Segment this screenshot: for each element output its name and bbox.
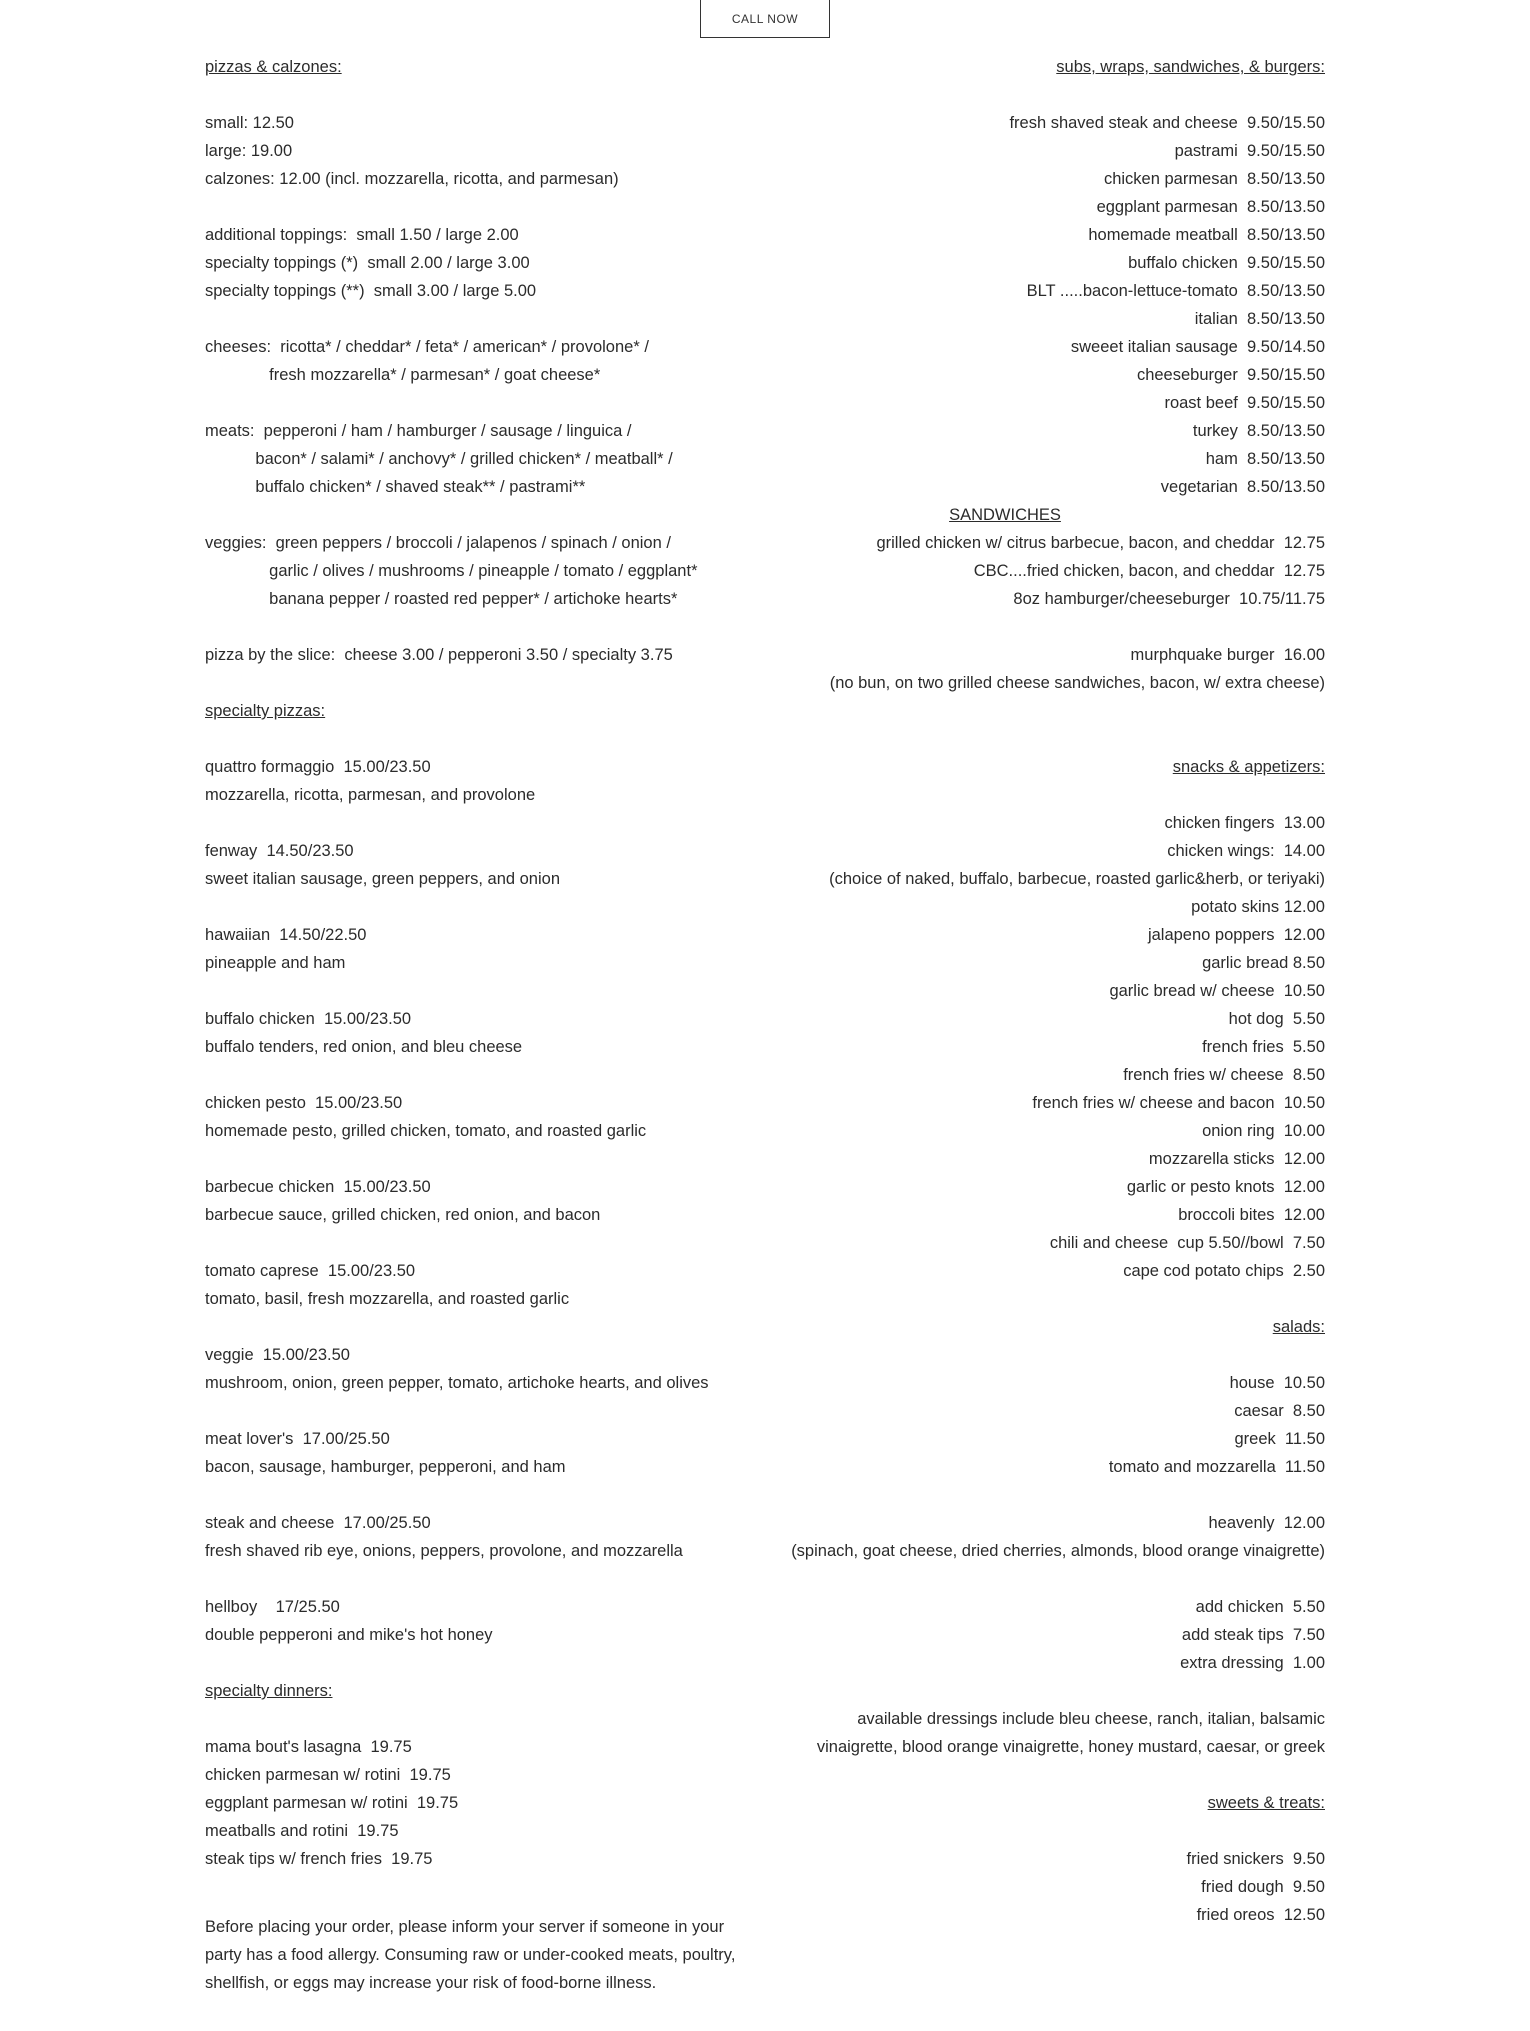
menu-line: chicken parmesan 8.50/13.50 (1103, 170, 1325, 188)
menu-line: chicken wings: 14.00 (1167, 842, 1325, 860)
menu-line: fried snickers 9.50 (1186, 1850, 1325, 1868)
menu-line: tomato and mozzarella 11.50 (1108, 1458, 1325, 1476)
menu-line: mozzarella, ricotta, parmesan, and provolone (205, 786, 536, 804)
menu-line: garlic bread 8.50 (1202, 954, 1325, 972)
menu-line: specialty toppings (**) small 3.00 / large 5.00 (205, 282, 537, 300)
menu-line: cheeses: ricotta* / cheddar* / feta* / american* / provolone* / (205, 338, 649, 356)
menu-line: italian 8.50/13.50 (1194, 310, 1325, 328)
menu-line: fried dough 9.50 (1201, 1878, 1325, 1896)
menu-line: cape cod potato chips 2.50 (1123, 1262, 1325, 1280)
menu-line: broccoli bites 12.00 (1178, 1206, 1325, 1224)
menu-line: cheeseburger 9.50/15.50 (1136, 366, 1325, 384)
menu-line: sweet italian sausage, green peppers, and onion (205, 870, 560, 888)
menu-line: garlic bread w/ cheese 10.50 (1109, 982, 1325, 1000)
menu-line: house 10.50 (1229, 1374, 1325, 1392)
section-heading-salads: salads: (1272, 1318, 1325, 1336)
menu-line: sweeet italian sausage 9.50/14.50 (1070, 338, 1325, 356)
menu-line: buffalo chicken 15.00/23.50 (205, 1010, 412, 1028)
menu-line (565, 697, 1325, 725)
subs-lines (565, 81, 1325, 501)
menu-right-column (565, 53, 1325, 1929)
menu-line: chicken fingers 13.00 (1164, 814, 1325, 832)
menu-line: fenway 14.50/23.50 (205, 842, 354, 860)
menu-line: extra dressing 1.00 (1180, 1654, 1325, 1672)
menu-line: (no bun, on two grilled cheese sandwiches, bacon, w/ extra cheese) (829, 674, 1325, 692)
menu-line (565, 1761, 1325, 1789)
menu-line: onion ring 10.00 (1202, 1122, 1325, 1140)
menu-line: chicken parmesan w/ rotini 19.75 (205, 1766, 451, 1784)
menu-line: meatballs and rotini 19.75 (205, 1822, 399, 1840)
menu-line (565, 725, 1325, 753)
menu-line: tomato caprese 15.00/23.50 (205, 1262, 416, 1280)
menu-line: garlic / olives / mushrooms / pineapple / tomato / eggplant* (205, 562, 698, 580)
menu-line: vegetarian 8.50/13.50 (1160, 478, 1325, 496)
sweet-lines (565, 1817, 1325, 1929)
menu-line: veggie 15.00/23.50 (205, 1346, 350, 1364)
menu-line: additional toppings: small 1.50 / large 2.00 (205, 226, 519, 244)
menu-line: buffalo tenders, red onion, and bleu cheese (205, 1038, 523, 1056)
menu-line: (spinach, goat cheese, dried cherries, almonds, blood orange vinaigrette) (791, 1542, 1325, 1560)
menu-line: roast beef 9.50/15.50 (1164, 394, 1325, 412)
menu-line (565, 81, 1325, 109)
menu-line: french fries 5.50 (1202, 1038, 1325, 1056)
menu-line: eggplant parmesan w/ rotini 19.75 (205, 1794, 459, 1812)
menu-line: turkey 8.50/13.50 (1192, 422, 1325, 440)
salad-lines (565, 1341, 1325, 1789)
menu-line: murphquake burger 16.00 (1130, 646, 1325, 664)
menu-line: meat lover's 17.00/25.50 (205, 1430, 390, 1448)
menu-line: calzones: 12.00 (incl. mozzarella, ricotta, and parmesan) (205, 170, 619, 188)
section-heading-specialty-pizzas: specialty pizzas: (205, 702, 326, 720)
menu-line: buffalo chicken* / shaved steak** / pastrami** (205, 478, 586, 496)
menu-line (565, 1341, 1325, 1369)
menu-line: hot dog 5.50 (1228, 1010, 1325, 1028)
menu-line: eggplant parmesan 8.50/13.50 (1096, 198, 1325, 216)
menu-line: available dressings include bleu cheese, ranch, italian, balsamic (857, 1710, 1325, 1728)
menu-line (565, 613, 1325, 641)
menu-line: pineapple and ham (205, 954, 346, 972)
menu-line: french fries w/ cheese 8.50 (1123, 1066, 1325, 1084)
menu-line: large: 19.00 (205, 142, 293, 160)
menu-line: jalapeno poppers 12.00 (1147, 926, 1325, 944)
section-heading-snacks: snacks & appetizers: (1172, 758, 1325, 776)
menu-line: mozzarella sticks 12.00 (1148, 1150, 1325, 1168)
menu-line (565, 1481, 1325, 1509)
menu-line: veggies: green peppers / broccoli / jalapenos / spinach / onion / (205, 534, 671, 552)
menu-line: hawaiian 14.50/22.50 (205, 926, 367, 944)
menu-line: garlic or pesto knots 12.00 (1126, 1178, 1325, 1196)
menu-line: hellboy 17/25.50 (205, 1598, 340, 1616)
menu-line: CBC....fried chicken, bacon, and cheddar 12.75 (973, 562, 1325, 580)
menu-line: homemade meatball 8.50/13.50 (1088, 226, 1325, 244)
menu-line: fried oreos 12.50 (1196, 1906, 1325, 1924)
menu-line: BLT .....bacon-lettuce-tomato 8.50/13.50 (1026, 282, 1325, 300)
menu-line (565, 781, 1325, 809)
menu-line: buffalo chicken 9.50/15.50 (1128, 254, 1325, 272)
menu-line: quattro formaggio 15.00/23.50 (205, 758, 431, 776)
menu-line: chicken pesto 15.00/23.50 (205, 1094, 403, 1112)
menu-line: vinaigrette, blood orange vinaigrette, honey mustard, caesar, or greek (816, 1738, 1325, 1756)
snack-lines (565, 781, 1325, 1313)
menu-line: banana pepper / roasted red pepper* / artichoke hearts* (205, 590, 678, 608)
menu-line: greek 11.50 (1234, 1430, 1325, 1448)
menu-line (565, 1565, 1325, 1593)
menu-line: bacon, sausage, hamburger, pepperoni, and ham (205, 1458, 566, 1476)
menu-line: fresh shaved rib eye, onions, peppers, provolone, and mozzarella (205, 1542, 683, 1560)
allergy-notice: Before placing your order, please inform your server if someone in your party has a food allergy. Consuming raw or under-cooked meats, poultry, shellfish, or eggs may increase your risk of food-borne illness. (205, 1918, 736, 1992)
section-heading-sandwiches: SANDWICHES (949, 506, 1061, 524)
menu-line: pizza by the slice: cheese 3.00 / pepperoni 3.50 / specialty 3.75 (205, 646, 673, 664)
menu-line: mushroom, onion, green pepper, tomato, artichoke hearts, and olives (205, 1374, 709, 1392)
menu-line: steak tips w/ french fries 19.75 (205, 1850, 433, 1868)
section-heading-sweets: sweets & treats: (1207, 1794, 1325, 1812)
menu-line: homemade pesto, grilled chicken, tomato, and roasted garlic (205, 1122, 647, 1140)
section-heading-pizzas: pizzas & calzones: (205, 58, 342, 76)
menu-line (565, 1677, 1325, 1705)
menu-line: grilled chicken w/ citrus barbecue, bacon, and cheddar 12.75 (876, 534, 1325, 552)
menu-line: barbecue sauce, grilled chicken, red onion, and bacon (205, 1206, 601, 1224)
menu-line: double pepperoni and mike's hot honey (205, 1626, 493, 1644)
menu-line: small: 12.50 (205, 114, 294, 132)
menu-line: fresh shaved steak and cheese 9.50/15.50 (1009, 114, 1325, 132)
menu-line: meats: pepperoni / ham / hamburger / sausage / linguica / (205, 422, 632, 440)
menu-line: chili and cheese cup 5.50//bowl 7.50 (1049, 1234, 1325, 1252)
menu-line: heavenly 12.00 (1208, 1514, 1325, 1532)
menu-line: barbecue chicken 15.00/23.50 (205, 1178, 431, 1196)
section-heading-subs: subs, wraps, sandwiches, & burgers: (1056, 58, 1325, 76)
menu-line: french fries w/ cheese and bacon 10.50 (1032, 1094, 1325, 1112)
menu-line: tomato, basil, fresh mozzarella, and roasted garlic (205, 1290, 570, 1308)
menu-line: steak and cheese 17.00/25.50 (205, 1514, 431, 1532)
menu-line (565, 1817, 1325, 1845)
call-now-button[interactable]: CALL NOW (700, 0, 830, 38)
section-heading-specialty-dinners: specialty dinners: (205, 1682, 333, 1700)
menu-line (565, 1285, 1325, 1313)
menu-line: fresh mozzarella* / parmesan* / goat cheese* (205, 366, 601, 384)
menu-line: 8oz hamburger/cheeseburger 10.75/11.75 (1013, 590, 1325, 608)
menu-line: add steak tips 7.50 (1181, 1626, 1325, 1644)
menu-line: pastrami 9.50/15.50 (1174, 142, 1325, 160)
menu-line: caesar 8.50 (1234, 1402, 1325, 1420)
menu-line: bacon* / salami* / anchovy* / grilled chicken* / meatball* / (205, 450, 673, 468)
menu-line: mama bout's lasagna 19.75 (205, 1738, 412, 1756)
menu-line: potato skins 12.00 (1191, 898, 1325, 916)
menu-line: specialty toppings (*) small 2.00 / large 3.00 (205, 254, 530, 272)
menu-line: ham 8.50/13.50 (1205, 450, 1325, 468)
menu-line: (choice of naked, buffalo, barbecue, roasted garlic&herb, or teriyaki) (829, 870, 1325, 888)
menu-line: add chicken 5.50 (1195, 1598, 1325, 1616)
sandwich-lines (565, 529, 1325, 753)
